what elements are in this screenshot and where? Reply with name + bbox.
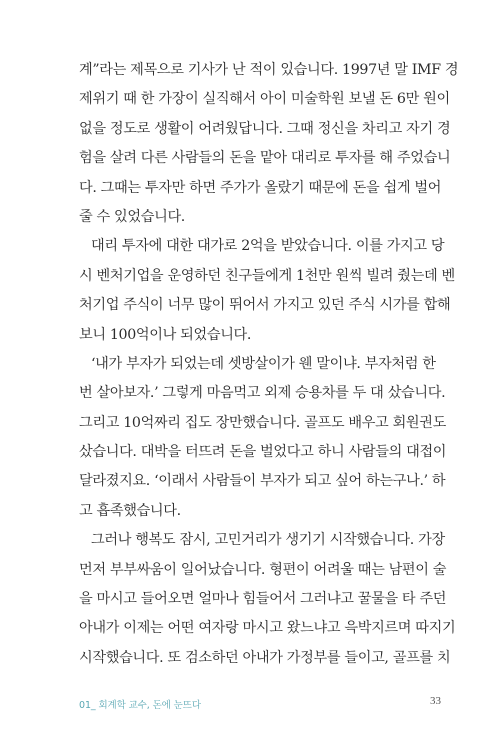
- text-line: 달라졌지요. ‘이래서 사람들이 부자가 되고 싶어 하는구나.’ 하: [79, 473, 446, 490]
- page-number: 33: [430, 695, 441, 707]
- text-line: 보니 100억이나 되었습니다.: [79, 326, 252, 343]
- text-line: 그리고 10억짜리 집도 장만했습니다. 골프도 배우고 회원권도: [79, 414, 446, 431]
- text-line: 다. 그때는 투자만 하면 주가가 올랐기 때문에 돈을 쉽게 벌어: [79, 179, 442, 196]
- text-line: 제위기 때 한 가장이 실직해서 아이 미술학원 보낼 돈 6만 원이: [79, 91, 450, 108]
- text-line: 험을 살려 다른 사람들의 돈을 맡아 대리로 투자를 해 주었습니: [79, 150, 451, 167]
- text-line: 없을 정도로 생활이 어려웠답니다. 그때 정신을 차리고 자기 경: [79, 120, 451, 137]
- body-text: [79, 56, 459, 673]
- text-line: 그러나 행복도 잠시, 고민거리가 생기기 시작했습니다. 가장: [91, 532, 445, 549]
- text-line: 먼저 부부싸움이 일어났습니다. 형편이 어려울 때는 남편이 술: [79, 561, 447, 578]
- text-line: 계”라는 제목으로 기사가 난 적이 있습니다. 1997년 말 IMF 경: [79, 62, 459, 78]
- text-line: 줄 수 있었습니다.: [79, 208, 185, 225]
- text-line: 을 마시고 들어오면 얼마나 힘들어서 그러냐고 꿀물을 타 주던: [79, 591, 447, 608]
- chapter-label: 01_ 회계학 교수, 돈에 눈뜨다: [79, 700, 201, 711]
- text-line: 샀습니다. 대박을 터뜨려 돈을 벌었다고 하니 사람들의 대접이: [79, 444, 447, 461]
- text-line: 고 흡족했습니다.: [79, 502, 181, 519]
- text-line: 번 살아보자.’ 그렇게 마음먹고 외제 승용차를 두 대 샀습니다.: [79, 385, 446, 402]
- text-line: 대리 투자에 대한 대가로 2억을 받았습니다. 이를 가지고 당: [91, 238, 445, 255]
- text-line: 시 벤처기업을 운영하던 친구들에게 1천만 원씩 빌려 줬는데 벤: [79, 267, 455, 284]
- text-line: ‘내가 부자가 되었는데 셋방살이가 웬 말이냐. 부자처럼 한: [91, 355, 436, 372]
- text-line: 시작했습니다. 또 검소하던 아내가 가정부를 들이고, 골프를 치: [79, 649, 451, 666]
- text-line: 처기업 주식이 너무 많이 뛰어서 가지고 있던 주식 시가를 합해: [79, 297, 451, 314]
- page-footer: [79, 697, 441, 713]
- text-line: 아내가 이제는 어떤 여자랑 마시고 왔느냐고 윽박지르며 따지기: [79, 620, 456, 637]
